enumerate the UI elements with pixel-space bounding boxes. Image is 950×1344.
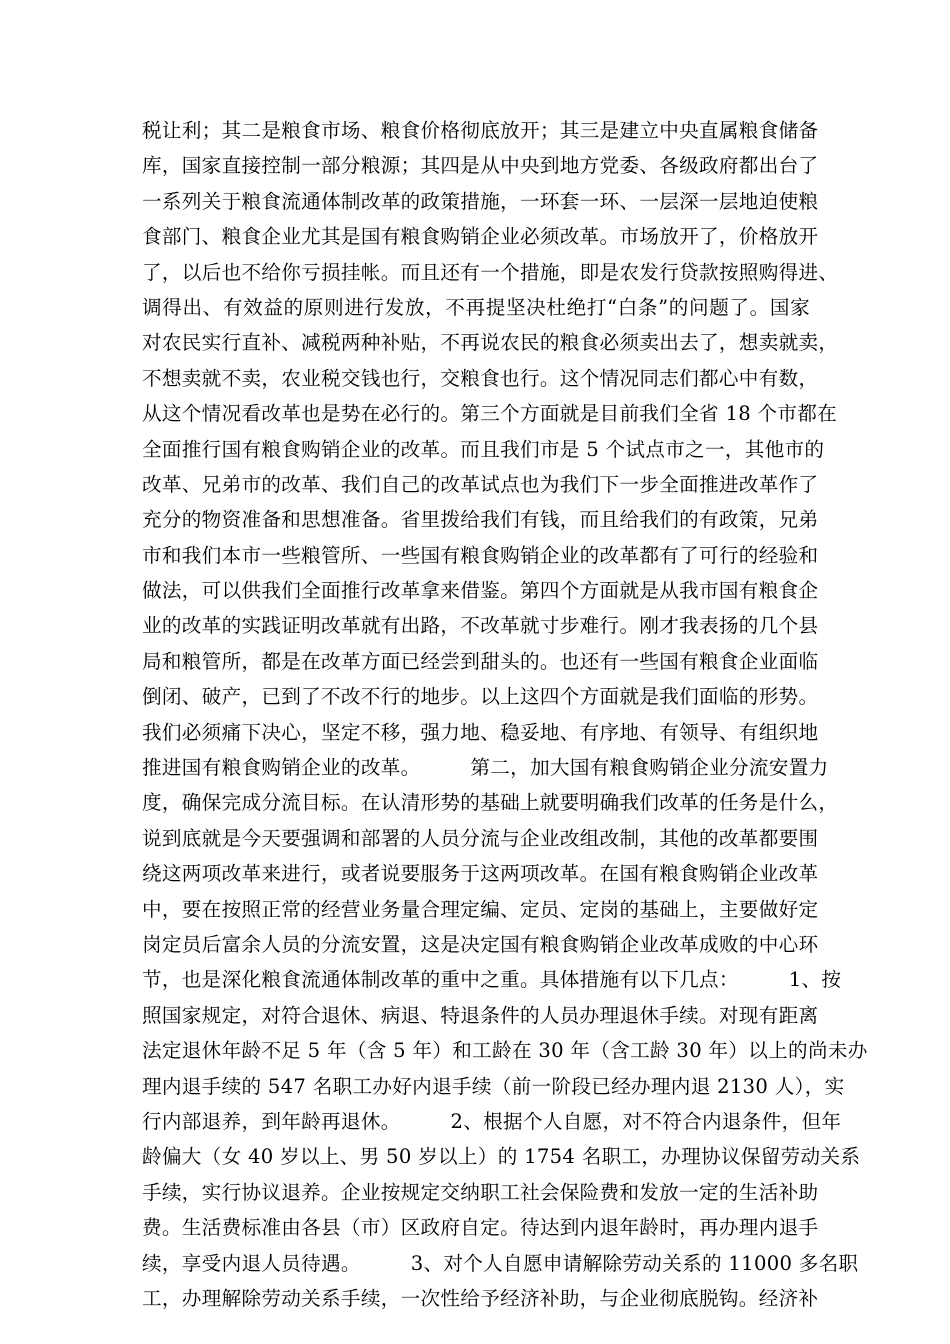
text-line: 从这个情况看改革也是势在必行的。第三个方面就是目前我们全省 18 个市都在	[142, 402, 838, 426]
text-line: 续，享受内退人员待遇。 3、对个人自愿申请解除劳动关系的 11000 多名职	[142, 1251, 859, 1275]
text-line: 岗定员后富余人员的分流安置，这是决定国有粮食购销企业改革成败的中心环	[142, 932, 819, 956]
text-line: 业的改革的实践证明改革就有出路，不改革就寸步难行。刚才我表扬的几个县	[142, 614, 819, 638]
text-line: 理内退手续的 547 名职工办好内退手续（前一阶段已经办理内退 2130 人），实	[142, 1074, 845, 1098]
text-line: 库，国家直接控制一部分粮源；其四是从中央到地方党委、各级政府都出台了	[142, 154, 819, 178]
text-line: 法定退休年龄不足 5 年（含 5 年）和工龄在 30 年（含工龄 30 年）以上的尚未办	[142, 1039, 868, 1063]
text-line: 充分的物资准备和思想准备。省里拨给我们有钱，而且给我们的有政策，兄弟	[142, 508, 819, 532]
text-line: 改革、兄弟市的改革、我们自己的改革试点也为我们下一步全面推进改革作了	[142, 472, 819, 496]
text-line: 绕这两项改革来进行，或者说要服务于这两项改革。在国有粮食购销企业改革	[142, 862, 819, 886]
text-line: 费。生活费标准由各县（市）区政府自定。待达到内退年龄时，再办理内退手	[142, 1216, 819, 1240]
text-line: 中，要在按照正常的经营业务量合理定编、定员、定岗的基础上，主要做好定	[142, 897, 819, 921]
text-line: 调得出、有效益的原则进行发放，不再提坚决杜绝打“白条”的问题了。国家	[142, 295, 810, 319]
text-line: 不想卖就不卖，农业税交钱也行，交粮食也行。这个情况同志们都心中有数，	[142, 366, 819, 390]
text-line: 税让利；其二是粮食市场、粮食价格彻底放开；其三是建立中央直属粮食储备	[142, 119, 819, 142]
text-line: 食部门、粮食企业尤其是国有粮食购销企业必须改革。市场放开了，价格放开	[142, 225, 819, 249]
text-line: 手续，实行协议退养。企业按规定交纳职工社会保险费和发放一定的生活补助	[142, 1180, 819, 1204]
text-line: 照国家规定，对符合退休、病退、特退条件的人员办理退休手续。对现有距离	[142, 1003, 819, 1027]
text-line: 做法，可以供我们全面推行改革拿来借鉴。第四个方面就是从我市国有粮食企	[142, 579, 819, 603]
text-line: 度，确保完成分流目标。在认清形势的基础上就要明确我们改革的任务是什么，	[142, 791, 839, 815]
text-line: 工，办理解除劳动关系手续，一次性给予经济补助，与企业彻底脱钩。经济补	[142, 1286, 819, 1310]
text-line: 局和粮管所，都是在改革方面已经尝到甜头的。也还有一些国有粮食企业面临	[142, 649, 819, 673]
text-line: 推进国有粮食购销企业的改革。 第二，加大国有粮食购销企业分流安置力	[142, 756, 829, 780]
text-line: 了，以后也不给你亏损挂帐。而且还有一个措施，即是农发行贷款按照购得进、	[142, 260, 839, 284]
text-line: 行内部退养，到年龄再退休。 2、根据个人自愿，对不符合内退条件，但年	[142, 1109, 842, 1133]
text-line: 龄偏大（女 40 岁以上、男 50 岁以上）的 1754 名职工，办理协议保留劳动关系	[142, 1145, 861, 1169]
text-line: 节，也是深化粮食流通体制改革的重中之重。具体措施有以下几点： 1、按	[142, 968, 842, 992]
text-line: 倒闭、破产，已到了不改不行的地步。以上这四个方面就是我们面临的形势。	[142, 685, 819, 709]
text-line: 对农民实行直补、减税两种补贴，不再说农民的粮食必须卖出去了，想卖就卖，	[142, 331, 839, 355]
text-line: 我们必须痛下决心，坚定不移，强力地、稳妥地、有序地、有领导、有组织地	[142, 720, 819, 744]
text-line: 市和我们本市一些粮管所、一些国有粮食购销企业的改革都有了可行的经验和	[142, 543, 819, 567]
text-line: 说到底就是今天要强调和部署的人员分流与企业改组改制，其他的改革都要围	[142, 826, 819, 850]
body-text	[142, 113, 868, 1316]
text-line: 一系列关于粮食流通体制改革的政策措施，一环套一环、一层深一层地迫使粮	[142, 189, 819, 213]
text-line: 全面推行国有粮食购销企业的改革。而且我们市是 5 个试点市之一，其他市的	[142, 437, 825, 461]
